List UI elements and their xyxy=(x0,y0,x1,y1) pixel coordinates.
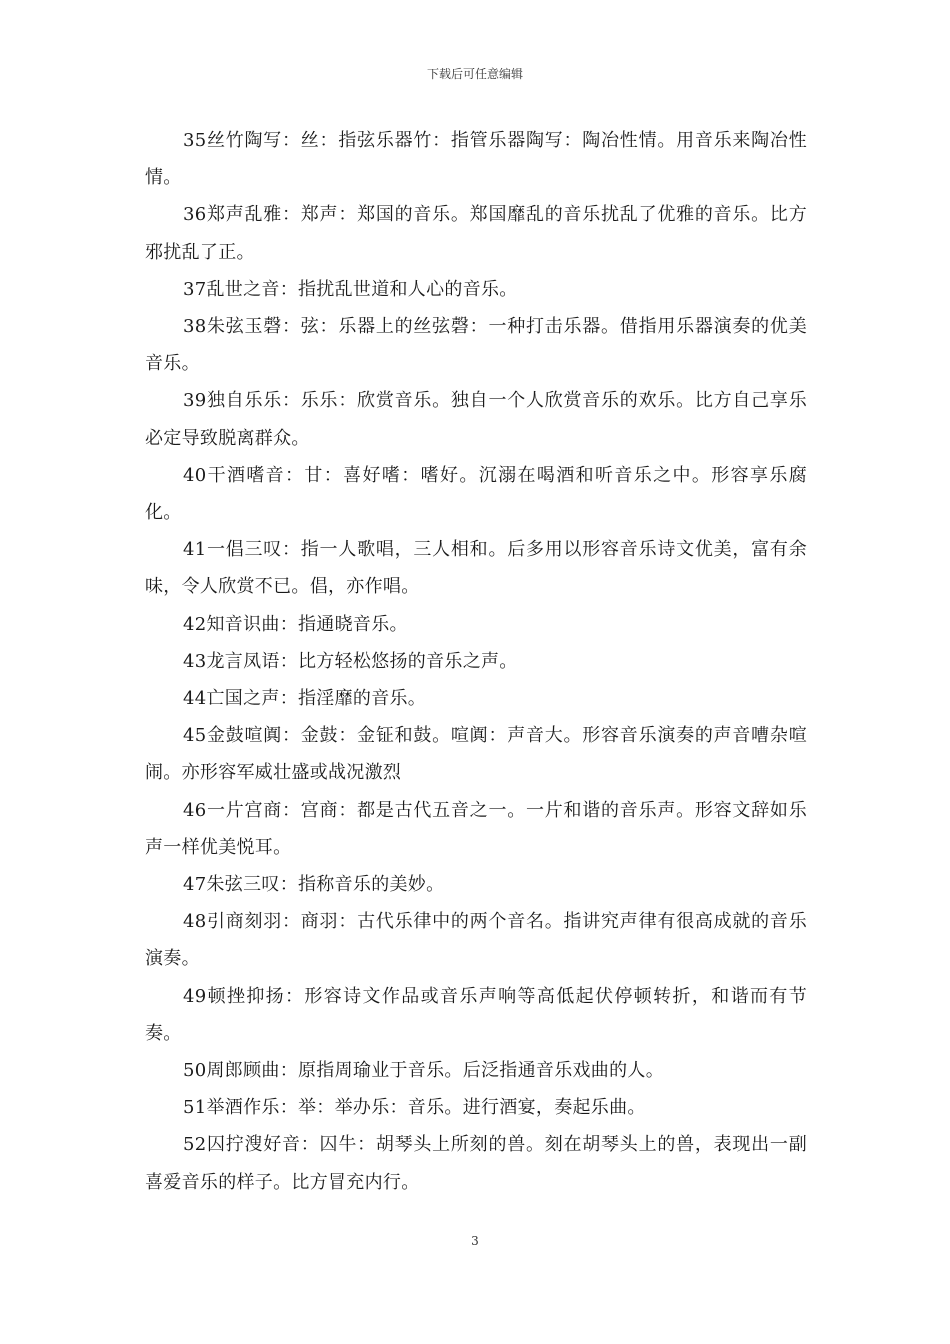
entry-paragraph: 39独自乐乐：乐乐：欣赏音乐。独自一个人欣赏音乐的欢乐。比方自己享乐必定导致脱离群众。 xyxy=(145,390,807,449)
entry-paragraph: 42知音识曲：指通晓音乐。 xyxy=(183,613,408,635)
entry-paragraph: 49顿挫抑扬：形容诗文作品或音乐声响等高低起伏停顿转折，和谐而有节奏。 xyxy=(145,985,807,1044)
entry-paragraph: 51举酒作乐：举：举办乐：音乐。进行酒宴，奏起乐曲。 xyxy=(183,1097,646,1119)
entry-paragraph: 44亡国之声：指淫靡的音乐。 xyxy=(183,688,427,710)
entry-paragraph: 40干酒嗜音：甘：喜好嗜：嗜好。沉溺在喝酒和听音乐之中。形容享乐腐化。 xyxy=(145,464,807,524)
entry-paragraph: 48引商刻羽：商羽：古代乐律中的两个音名。指讲究声律有很高成就的音乐演奏。 xyxy=(145,911,807,970)
entry-paragraph: 43龙言凤语：比方轻松悠扬的音乐之声。 xyxy=(183,650,518,672)
entry-paragraph: 37乱世之音：指扰乱世道和人心的音乐。 xyxy=(183,278,518,300)
entry-paragraph: 41一倡三叹：指一人歌唱，三人相和。后多用以形容音乐诗文优美，富有余味，令人欣赏不已。倡，亦作唱。 xyxy=(145,539,807,598)
entry-paragraph: 47朱弦三叹：指称音乐的美妙。 xyxy=(183,874,445,896)
entry-paragraph: 45金鼓喧阗：金鼓：金钲和鼓。喧阗：声音大。形容音乐演奏的声音嘈杂喧闹。亦形容军威壮盛或战况激烈 xyxy=(145,725,807,784)
entry-paragraph: 36郑声乱雅：郑声：郑国的音乐。郑国靡乱的音乐扰乱了优雅的音乐。比方邪扰乱了正。 xyxy=(145,204,807,263)
entry-paragraph: 35丝竹陶写：丝：指弦乐器竹：指管乐器陶写：陶冶性情。用音乐来陶冶性情。 xyxy=(145,130,807,189)
entry-paragraph: 38朱弦玉磬：弦：乐器上的丝弦磬：一种打击乐器。借指用乐器演奏的优美音乐。 xyxy=(145,316,807,375)
entry-paragraph: 50周郎顾曲：原指周瑜业于音乐。后泛指通音乐戏曲的人。 xyxy=(183,1060,665,1082)
document-body xyxy=(145,122,807,1201)
page-header: 下载后可任意编辑 xyxy=(426,67,523,81)
page-number: 3 xyxy=(471,1234,479,1248)
entry-paragraph: 46一片宫商：宫商：都是古代五音之一。一片和谐的音乐声。形容文辞如乐声一样优美悦耳。 xyxy=(145,799,807,858)
entry-paragraph: 52囚拧溲好音：囚牛：胡琴头上所刻的兽。刻在胡琴头上的兽，表现出一副喜爱音乐的样子。比方冒充内行。 xyxy=(145,1134,807,1193)
